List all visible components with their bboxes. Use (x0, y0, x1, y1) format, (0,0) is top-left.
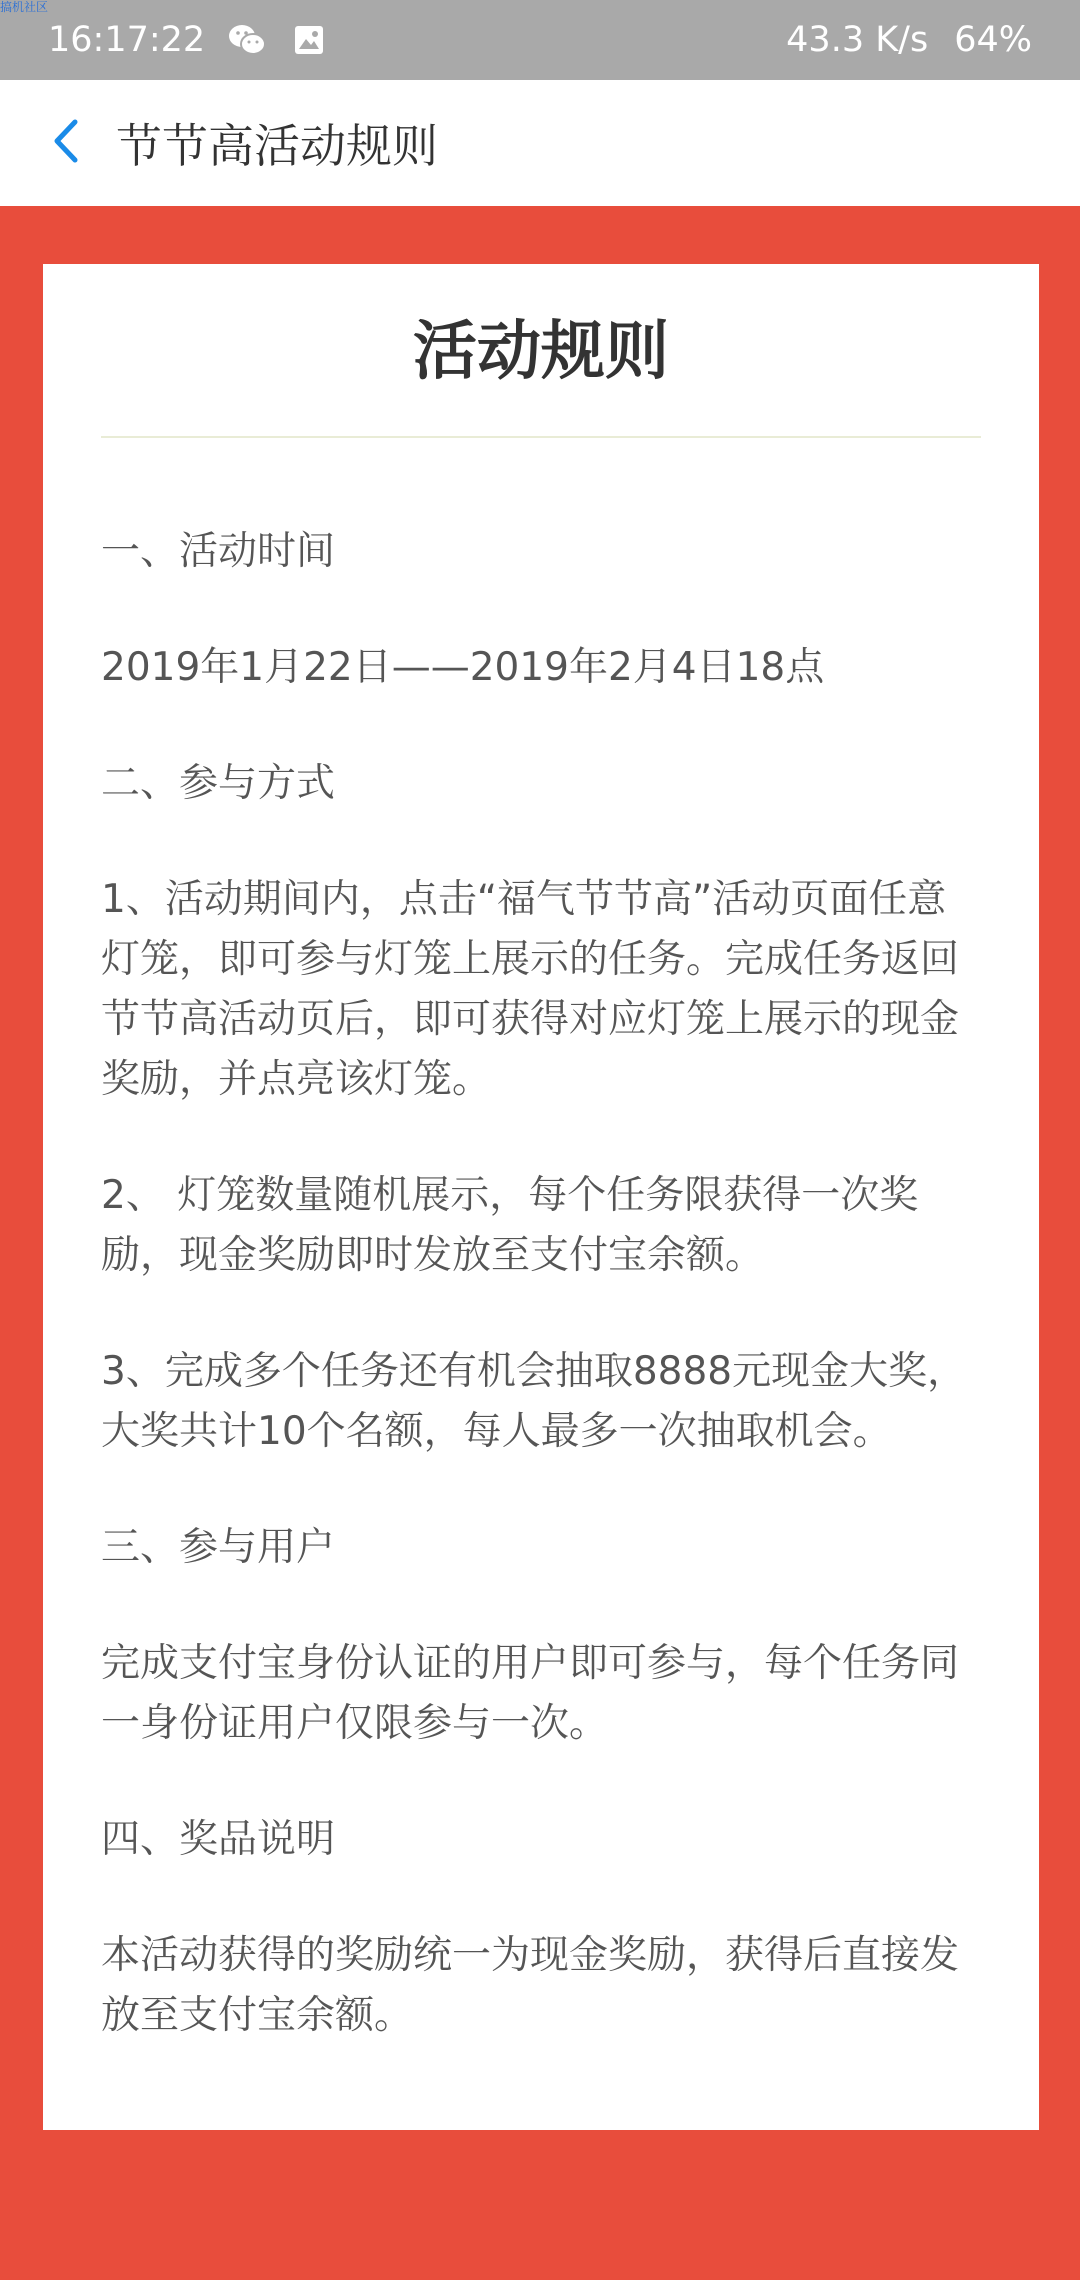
rules-card (43, 264, 1039, 2130)
rules-body (101, 522, 981, 2046)
watermark-text: 搞机社区 (0, 0, 49, 14)
status-left (48, 20, 329, 60)
status-bar (0, 0, 1080, 80)
section-heading-method: 二、参与方式 (101, 761, 336, 806)
page-title: 节节高活动规则 (116, 119, 438, 173)
rule-text: 1、活动期间内，点击“福气节节高”活动页面任意灯笼，即可参与灯笼上展示的任务。完成任务返回节节高活动页后，即可获得对应灯笼上展示的现金奖励，并点亮该灯笼。 (101, 877, 960, 1102)
app-header (0, 80, 1080, 206)
section-heading-time: 一、活动时间 (101, 529, 336, 574)
image-icon (289, 20, 329, 60)
rule-text: 2、 灯笼数量随机展示，每个任务限获得一次奖励，现金奖励即时发放至支付宝余额。 (101, 1173, 919, 1278)
title-divider (101, 436, 981, 438)
status-right (786, 20, 1032, 60)
rule-text: 2019年1月22日——2019年2月4日18点 (101, 645, 825, 690)
rule-text: 本活动获得的奖励统一为现金奖励，获得后直接发放至支付宝余额。 (101, 1933, 960, 2038)
wechat-icon (227, 20, 267, 60)
rule-text: 3、完成多个任务还有机会抽取8888元现金大奖，大奖共计10个名额，每人最多一次抽取机会。 (101, 1349, 967, 1454)
chevron-left-icon (49, 116, 83, 170)
card-title: 活动规则 (413, 315, 669, 389)
section-heading-prizes: 四、奖品说明 (101, 1817, 336, 1862)
network-speed: 43.3 K/s (786, 20, 929, 60)
battery-level: 64% (954, 20, 1032, 60)
section-heading-users: 三、参与用户 (101, 1525, 336, 1570)
back-button[interactable] (36, 113, 96, 173)
status-time: 16:17:22 (48, 20, 206, 60)
rule-text: 完成支付宝身份认证的用户即可参与，每个任务同一身份证用户仅限参与一次。 (101, 1641, 960, 1746)
